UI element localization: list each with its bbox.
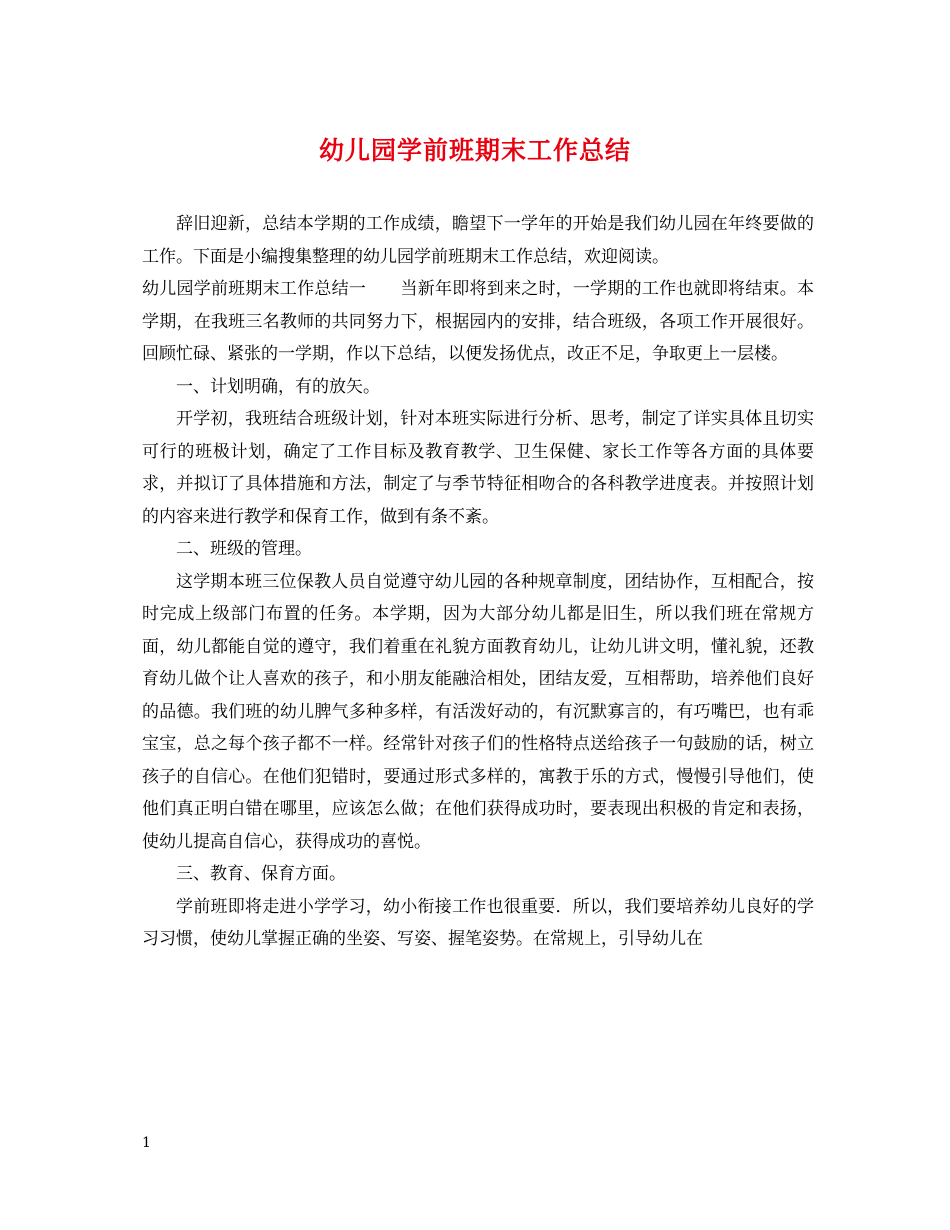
- paragraph-plan: 开学初，我班结合班级计划，针对本班实际进行分析、思考，制定了详实具体且切实可行的班极计划，确定了工作目标及教育教学、卫生保健、家长工作等各方面的具体要求，并拟订了具体措施和方法，制定了与季节特征相吻合的各科教学进度表。并按照计划的内容来进行教学和保育工作，做到有条不紊。: [142, 409, 814, 527]
- paragraph-summary-one: 幼儿园学前班期末工作总结一 当新年即将到来之时，一学期的工作也就即将结束。本学期，在我班三名教师的共同努力下，根据园内的安排，结合班级，各项工作开展很好。回顾忙碌、紧张的一学期，作以下总结，以便发扬优点，改正不足，争取更上一层楼。: [142, 279, 814, 364]
- paragraph-intro: 辞旧迎新，总结本学期的工作成绩，瞻望下一学年的开始是我们幼儿园在年终要做的工作。下面是小编搜集整理的幼儿园学前班期末工作总结，欢迎阅读。: [142, 214, 814, 267]
- section-heading-plan: 一、计划明确，有的放矢。: [176, 376, 380, 397]
- paragraph-education: 学前班即将走进小学学习，幼小衔接工作也很重要．所以，我们要培养幼儿良好的学习习惯，使幼儿掌握正确的坐姿、写姿、握笔姿势。在常规上，引导幼儿在: [142, 896, 814, 949]
- document-body: [142, 208, 814, 956]
- document-title: 幼儿园学前班期末工作总结: [318, 136, 631, 165]
- page-number: 1: [142, 1135, 151, 1151]
- section-heading-education: 三、教育、保育方面。: [176, 864, 346, 884]
- paragraph-class-management: 这学期本班三位保教人员自觉遵守幼儿园的各种规章制度，团结协作，互相配合，按时完成上级部门布置的任务。本学期，因为大部分幼儿都是旧生，所以我们班在常规方面，幼儿都能自觉的遵守，我们着重在礼貌方面教育幼儿，让幼儿讲文明，懂礼貌，还教育幼儿做个让人喜欢的孩子，和小朋友能融洽相处，团结友爱，互相帮助，培养他们良好的品德。我们班的幼儿脾气多种多样，有活泼好动的，有沉默寡言的，有巧嘴巴，也有乖宝宝，总之每个孩子都不一样。经常针对孩子们的性格特点送给孩子一句鼓励的话，树立孩子的自信心。在他们犯错时，要通过形式多样的，寓教于乐的方式，慢慢引导他们，使他们真正明白错在哪里，应该怎么做；在他们获得成功时，要表现出积极的肯定和表扬，使幼儿提高自信心，获得成功的喜悦。: [142, 571, 814, 852]
- section-heading-class-management: 二、班级的管理。: [176, 539, 312, 559]
